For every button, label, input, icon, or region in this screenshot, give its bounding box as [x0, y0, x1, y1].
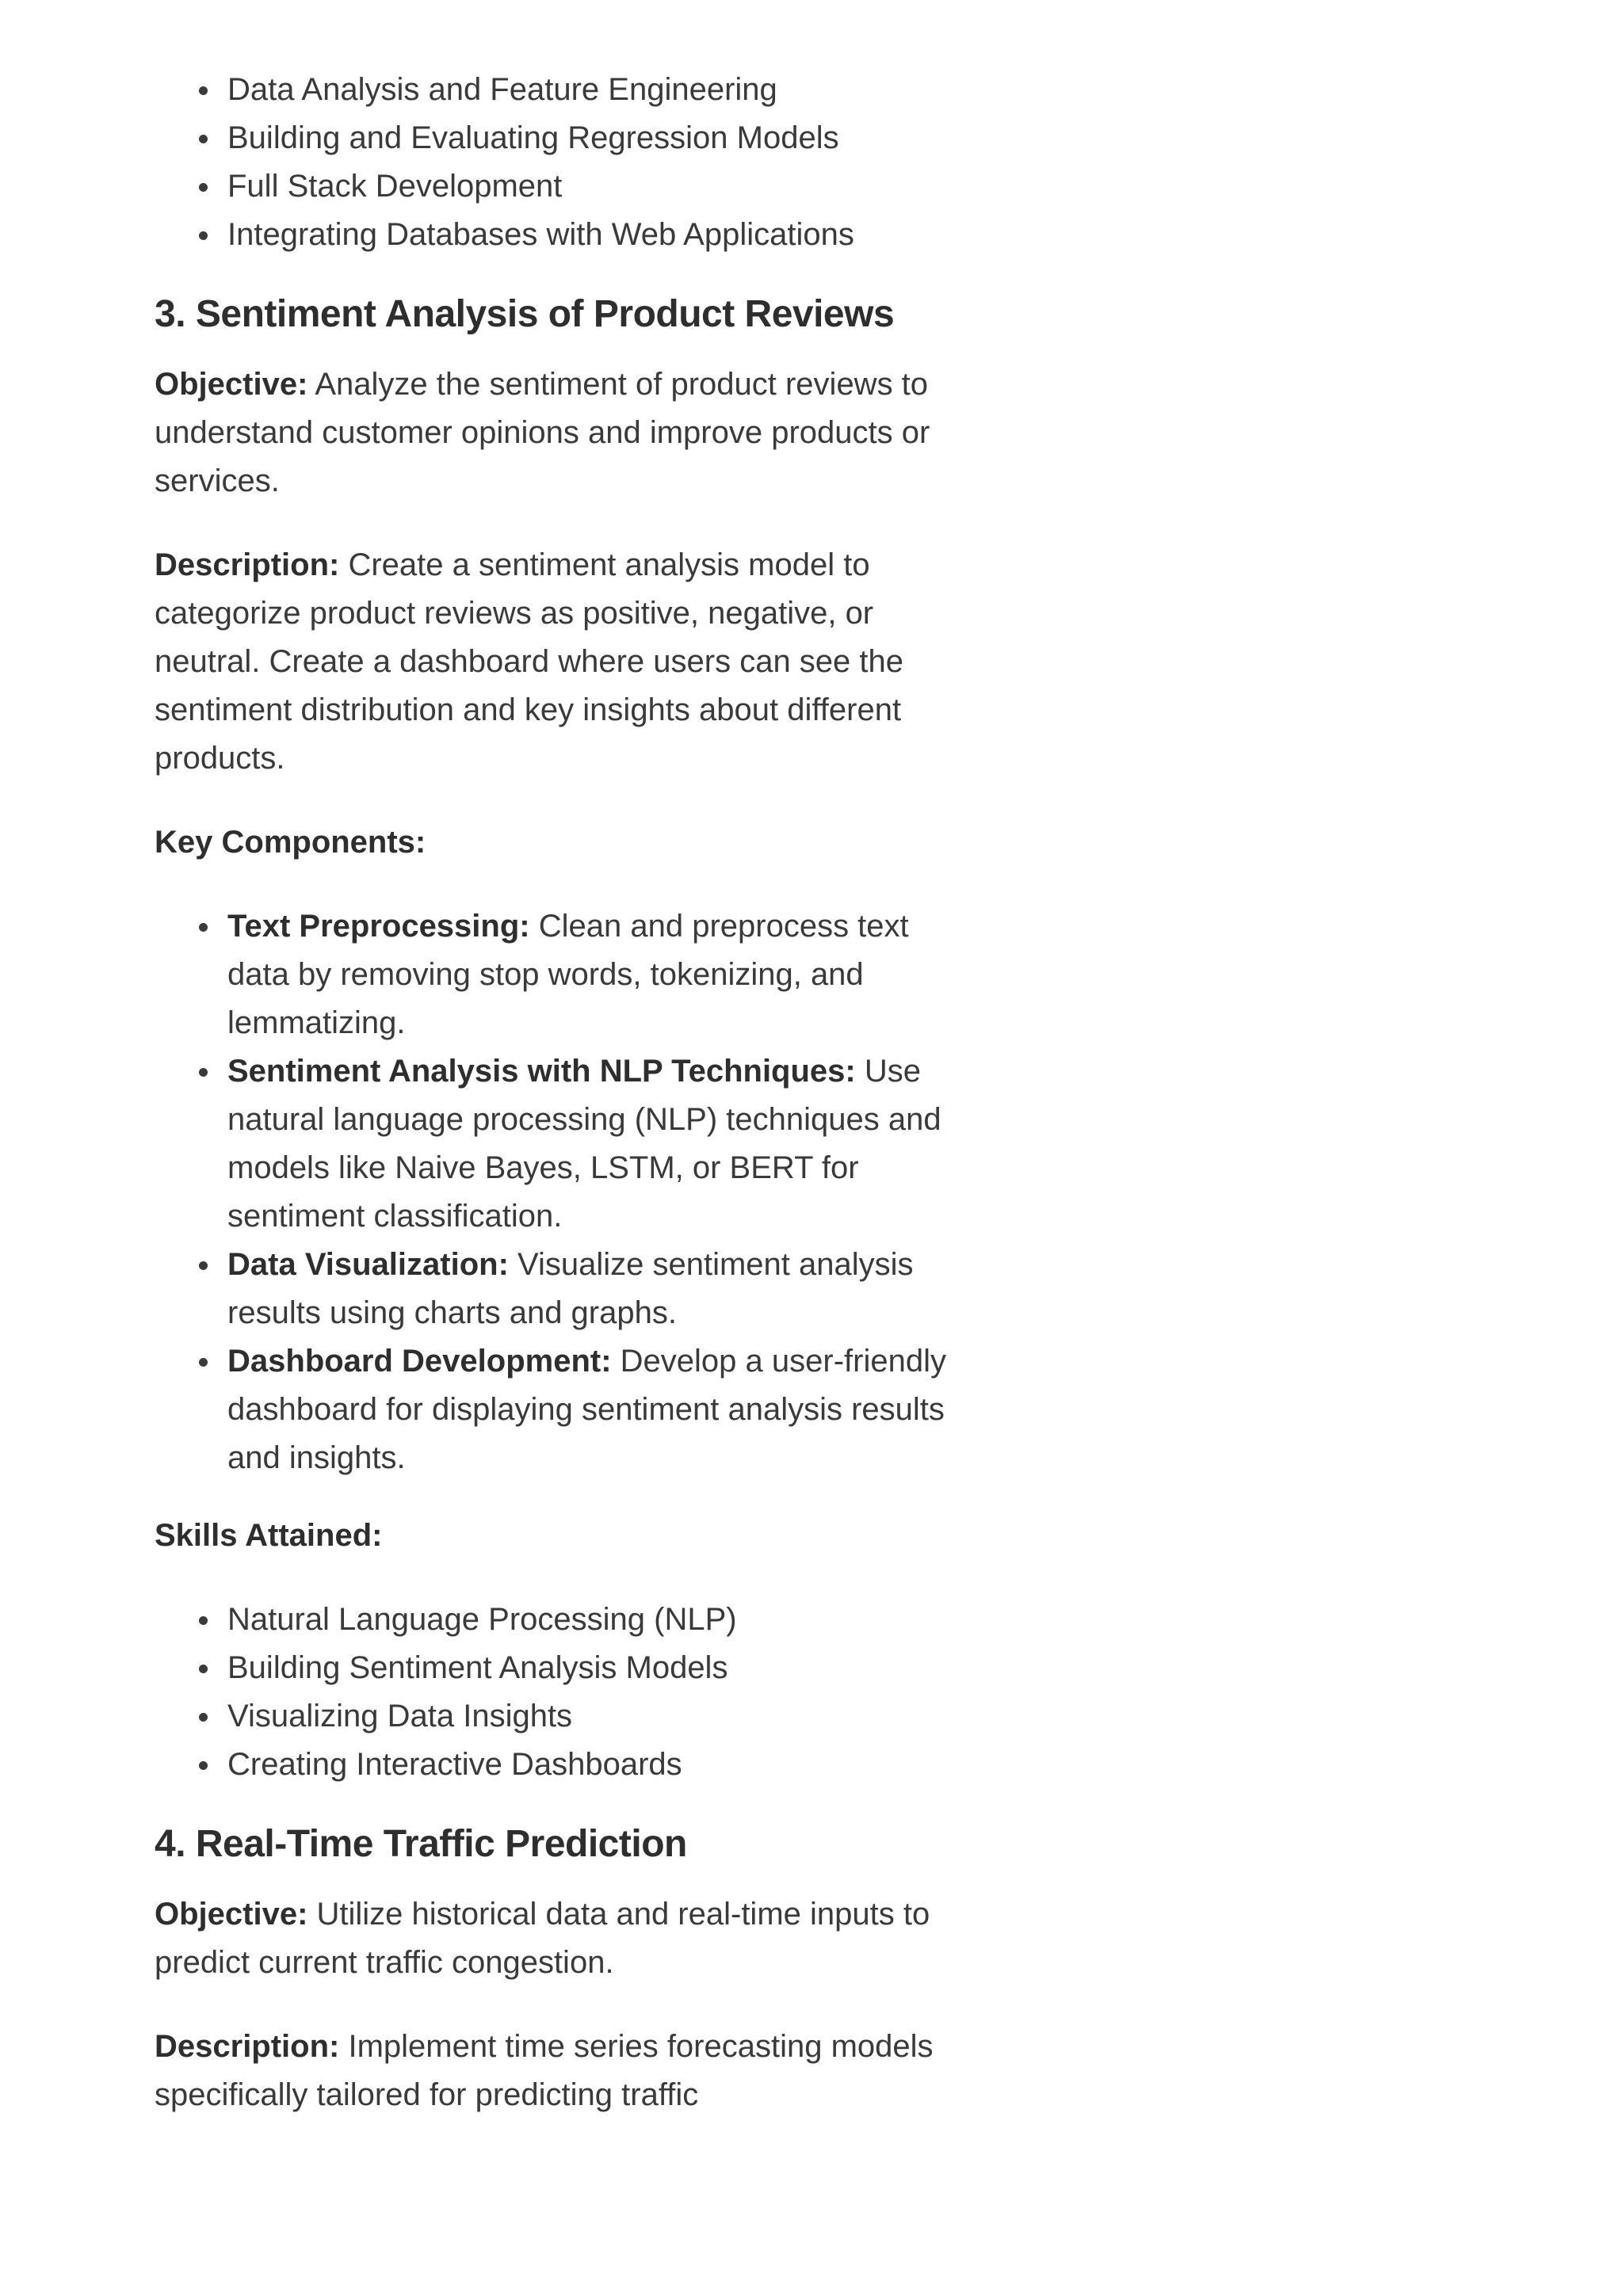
list-item: Building and Evaluating Regression Models [227, 114, 955, 162]
component-label: Text Preprocessing: [227, 909, 530, 944]
description-label: Description: [155, 2029, 340, 2064]
list-item: Full Stack Development [227, 162, 955, 211]
document-content [155, 72, 955, 2119]
list-item [227, 1241, 955, 1337]
skills-attained-list [155, 1596, 955, 1789]
component-label: Data Visualization: [227, 1247, 509, 1282]
description-text: Implement time series forecasting models specifically tailored for predicting traffic [155, 2029, 934, 2112]
component-text: Clean and preprocess text data by removing stop words, tokenizing, and lemmatizing. [227, 909, 909, 1040]
section4-objective [155, 1890, 955, 1987]
description-label: Description: [155, 547, 340, 582]
list-item: Natural Language Processing (NLP) [227, 1596, 955, 1644]
list-item: Creating Interactive Dashboards [227, 1741, 955, 1789]
objective-label: Objective: [155, 367, 308, 402]
component-text: Develop a user-friendly dashboard for displaying sentiment analysis results and insights. [227, 1344, 946, 1475]
list-item: Data Analysis and Feature Engineering [227, 66, 955, 114]
section3-objective [155, 360, 955, 505]
list-item [227, 1337, 955, 1482]
skills-attained-heading: Skills Attained: [155, 1518, 383, 1553]
list-item [227, 1047, 955, 1241]
section4-title: 4. Real-Time Traffic Prediction [155, 1823, 687, 1865]
key-components-list [155, 902, 955, 1482]
objective-text: Analyze the sentiment of product reviews to understand customer opinions and improve products or services. [155, 367, 930, 498]
list-item [227, 902, 955, 1047]
objective-text: Utilize historical data and real-time inputs to predict current traffic congestion. [155, 1897, 930, 1980]
list-item: Building Sentiment Analysis Models [227, 1644, 955, 1692]
component-text: Visualize sentiment analysis results using charts and graphs. [227, 1247, 914, 1330]
description-text: Create a sentiment analysis model to categorize product reviews as positive, negative, or neutral. Create a dashboard where users can see the sentiment distribution and key insights about different products. [155, 547, 904, 776]
section4-description [155, 2023, 955, 2119]
objective-label: Objective: [155, 1897, 308, 1932]
list-item: Integrating Databases with Web Applications [227, 211, 955, 259]
component-label: Sentiment Analysis with NLP Techniques: [227, 1054, 856, 1089]
component-label: Dashboard Development: [227, 1344, 612, 1379]
component-text: Use natural language processing (NLP) techniques and models like Naive Bayes, LSTM, or BERT for sentiment classification. [227, 1054, 941, 1234]
key-components-heading: Key Components: [155, 825, 426, 860]
intro-skills-list [155, 66, 955, 259]
list-item: Visualizing Data Insights [227, 1692, 955, 1741]
section3-description [155, 541, 955, 783]
section3-title: 3. Sentiment Analysis of Product Reviews [155, 293, 895, 335]
